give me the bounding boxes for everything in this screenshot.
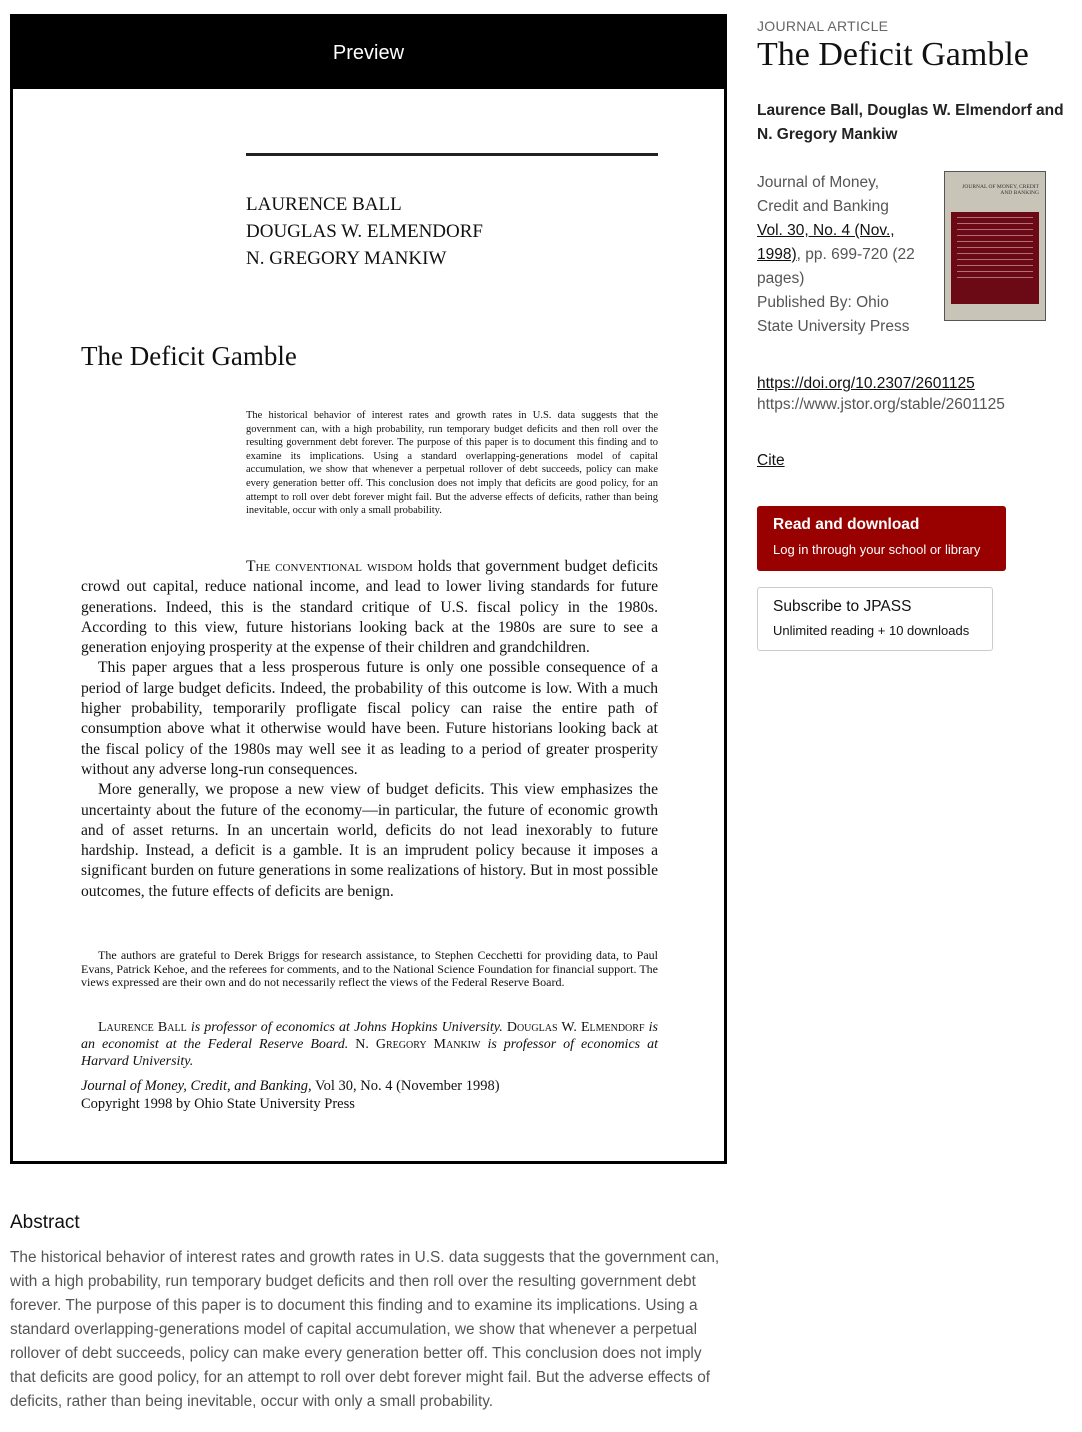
page-citation-line	[81, 1077, 658, 1095]
bio-name: Douglas W. Elmendorf	[506, 1020, 645, 1035]
abstract-heading: Abstract	[10, 1212, 80, 1233]
publisher: Published By: Ohio State University Press	[757, 294, 910, 335]
page-paragraph	[81, 557, 658, 658]
page-author: DOUGLAS W. ELMENDORF	[246, 221, 483, 242]
subscribe-button-title: Subscribe to JPASS	[773, 598, 912, 615]
page-citation	[81, 1077, 658, 1113]
article-authors: Laurence Ball, Douglas W. Elmendorf and N. Gregory Mankiw	[757, 102, 1064, 143]
stable-url: https://www.jstor.org/stable/2601125	[757, 396, 1005, 413]
journal-name: Journal of Money, Credit and Banking	[757, 174, 889, 215]
page-author: LAURENCE BALL	[246, 194, 402, 215]
page-lead-in: The conventional wisdom	[246, 558, 413, 575]
page-copyright: Copyright 1998 by Ohio State University Press	[81, 1096, 355, 1112]
bio-role: is professor of economics at Harvard University.	[81, 1037, 658, 1069]
page-rule	[246, 153, 658, 156]
page-abstract: The historical behavior of interest rates and growth rates in U.S. data suggests that the government can, with a high probability, run temporary budget deficits and then roll over the resulting government debt forever. The purpose of this paper is to document this finding and to examine its implications. Using a standard overlapping-generations model of capital accumulation, we show that whenever a perpetual rollover of debt succeeds, policy can make every generation better off. This conclusion does not imply that deficits are good policy, for an attempt to roll over debt forever might fail. But the adverse effects of deficits, rather than being inevitable, occur with only a small probability.	[246, 410, 658, 517]
page-authors	[246, 191, 483, 272]
bio-name: Laurence Ball	[98, 1020, 187, 1035]
issue-info	[757, 219, 917, 291]
preview-header	[13, 17, 724, 89]
citation-journal: Journal of Money, Credit, and Banking,	[81, 1078, 312, 1094]
subscribe-jpass-button[interactable]	[757, 587, 993, 651]
bio-name: N. Gregory Mankiw	[355, 1037, 481, 1052]
read-button-title: Read and download	[773, 516, 920, 533]
page-paragraph: This paper argues that a less prosperous future is only one possible consequence of a period of large budget deficits. Indeed, the probability of this outcome is low. With a much higher probability, temporarily profligate fiscal policy can raise the entire path of consumption above what it otherwise would have been. Future historians looking back at the fiscal policy of the 1980s may well see it as leading to a period of greater prosperity without any adverse long-run consequences.	[81, 659, 658, 778]
citation-volume: Vol 30, No. 4 (November 1998)	[311, 1078, 500, 1094]
journal-cover-image[interactable]	[944, 171, 1046, 321]
cite-row	[757, 452, 785, 470]
page-author-bios	[81, 1019, 658, 1070]
read-and-download-button[interactable]	[757, 506, 1006, 571]
read-button-subtitle: Log in through your school or library	[773, 542, 981, 557]
preview-label: Preview	[332, 41, 405, 64]
page-author: N. GREGORY MANKIW	[246, 248, 447, 269]
page-title: The Deficit Gamble	[81, 341, 297, 371]
content-type-label: JOURNAL ARTICLE	[757, 18, 889, 34]
cover-title: JOURNAL OF MONEY, CREDIT AND BANKING	[962, 184, 1039, 196]
doi-row	[757, 372, 975, 396]
cover-band	[951, 212, 1039, 304]
doi-link[interactable]: https://doi.org/10.2307/2601125	[757, 375, 975, 392]
page-range: , pp. 699-720 (22 pages)	[757, 246, 915, 287]
issue-link[interactable]: Vol. 30, No. 4 (Nov., 1998)	[757, 222, 895, 263]
page-body	[81, 557, 658, 902]
article-metadata	[757, 171, 917, 339]
cite-link[interactable]: Cite	[757, 452, 785, 469]
abstract-text: The historical behavior of interest rates and growth rates in U.S. data suggests that the government can, with a high probability, run temporary budget deficits and then roll over the resulting government debt forever. The purpose of this paper is to document this finding and to examine its implications. Using a standard overlapping-generations model of capital accumulation, we show that whenever a perpetual rollover of debt succeeds, policy can make every generation better off. This conclusion does not imply that deficits are good policy, for an attempt to roll over debt forever might fail. But the adverse effects of deficits, rather than being inevitable, occur with only a small probability.	[10, 1249, 720, 1410]
article-title: The Deficit Gamble	[757, 36, 1029, 73]
page-acknowledgement: The authors are grateful to Derek Briggs for research assistance, to Stephen Cecchetti for providing data, to Paul Evans, Patrick Kehoe, and the referees for comments, and to the National Science Foundation for financial support. The views expressed are their own and do not necessarily reflect the views of the Federal Reserve Board.	[81, 948, 658, 989]
preview-panel[interactable]	[10, 14, 727, 1164]
article-first-page	[13, 89, 724, 1161]
page-paragraph: More generally, we propose a new view of budget deficits. This view emphasizes the uncertainty about the future of the economy—in particular, the future of economic growth and of asset returns. In an uncertain world, deficits do not lead inexorably to future hardship. Instead, a deficit is a gamble. It is an imprudent policy because it imposes a significant burden on future generations in some realizations of history. But in most possible outcomes, the future effects of deficits are benign.	[81, 781, 658, 900]
subscribe-button-subtitle: Unlimited reading + 10 downloads	[773, 623, 970, 638]
bio-role: is professor of economics at Johns Hopkins University.	[186, 1020, 507, 1035]
bio-role: is an economist at the Federal Reserve Board.	[81, 1020, 658, 1052]
page-paragraph-text: holds that government budget deficits crowd out capital, reduce national income, and lead to lower living standards for future generations. Indeed, this is the standard critique of U.S. fiscal policy in the 1980s. According to this view, future historians looking back at the 1980s are sure to see a generation enjoying prosperity at the expense of their children and grandchildren.	[81, 558, 658, 657]
